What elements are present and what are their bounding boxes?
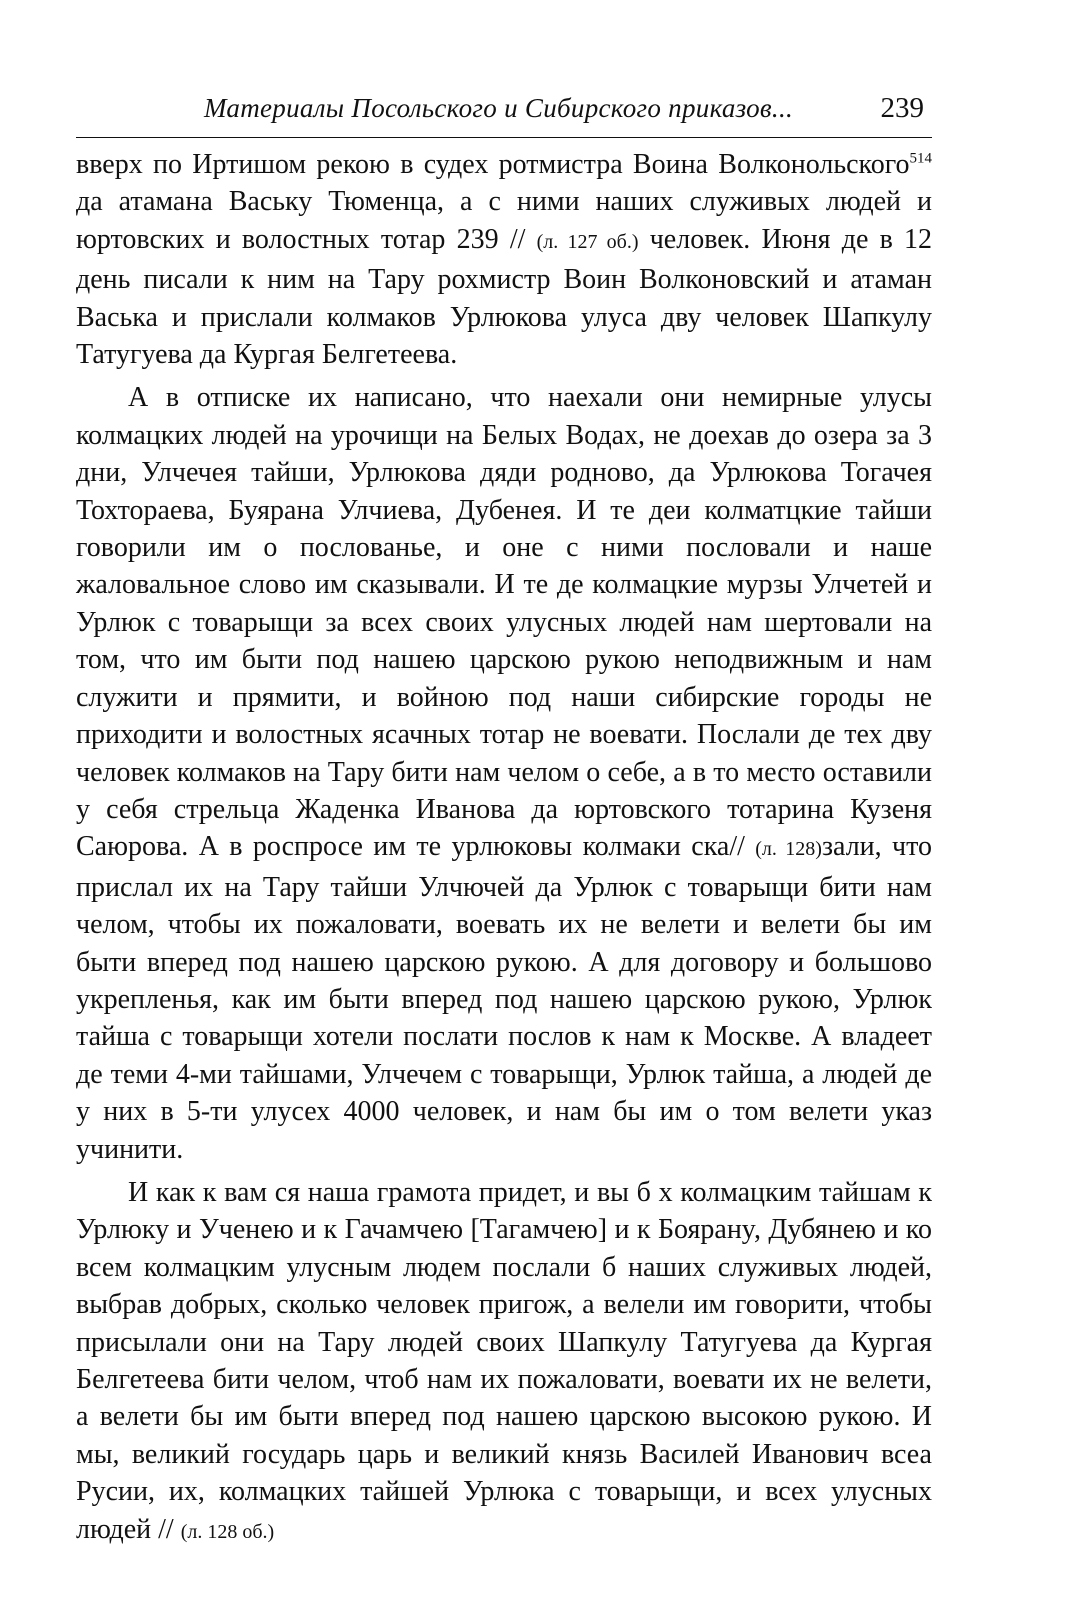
folio-reference: (л. 128) <box>755 838 822 861</box>
paragraph-3 <box>76 1174 932 1551</box>
paragraph-2 <box>76 379 932 1168</box>
body-text <box>76 146 932 1551</box>
page-number: 239 <box>880 92 924 124</box>
text-run: человек. Июня де в 12 день писали к ним на Тару рохмистр Воин Волконовский и атаман Васька и прислали колмаков Урлюкова улуса дву человек Шапкулу Татугуева да Кургая Белгетеева. <box>76 223 933 371</box>
text-run: А в отписке их написано, что наехали они немирные улусы колмацких людей на урочищи на Белых Водах, не доехав до озера за 3 дни, Улчечея тайши, Урлюкова дяди родново, да Урлюкова Тогачея Тохтораева, Буярана Улчиева, Дубенея. И те деи колматцкие тайши говорили им о послованье, и оне с ними пословали и наше жаловальное слово им сказывали. И те де колмацкие мурзы Улчетей и Урлюк с товарыщи за всех своих улусных людей нам шертовали на том, что им быти под нашею царскою рукою неподвижным и нам служити и прямити, и войною под наши сибирские городы не приходити и волостных ясачных тотар не воевати. Послали де тех дву человек колмаков на Тару бити нам челом о себе, а в то место оставили у себя стрельца Жаденка Иванова да юртовского тотарина Кузеня Саюрова. А в роспросе им те урлюковы колмаки ска// <box>76 382 932 863</box>
footnote-reference: 514 <box>909 150 932 167</box>
running-title: Материалы Посольского и Сибирского приказов... <box>204 93 794 123</box>
running-header <box>76 92 932 138</box>
text-run: да атамана Ваську Тюменца, а с ними наших служивых людей и юртовских и волостных тотар 239 // <box>76 186 932 255</box>
text-run: зали, что прислал их на Тару тайши Улчючей да Урлюк с товарыщи бити нам челом, чтобы их пожаловати, воевать их не велети и велети бы им быти вперед под нашею царскою рукою. А для договору и большово укрепленья, как им быти вперед под нашею царскою рукою, Урлюк тайша с товарыщи хотели послати послов к нам к Москве. А владеет де теми 4-ми тайшами, Улчечем с товарыщи, Урлюк тайша, а людей де у них в 5-ти улусех 4000 человек, и нам бы им о том велети указ учинити. <box>76 831 932 1165</box>
folio-reference: (л. 128 об.) <box>180 1520 275 1543</box>
text-run: И как к вам ся наша грамота придет, и вы б х колмацким тайшам к Урлюку и Ученею и к Гачамчею [Тагамчею] и к Бояранy, Дубянею и ко всем колмацким улусным людем послали б наших служивых людей, выбрав добрых, сколько человек пригож, а велели им говорити, чтобы присылали они на Тару людей своих Шапкулу Татугуева да Кургая Белгетеева бити челом, чтоб нам их пожаловати, воевати их не велети, а велети бы им быти вперед под нашею царскою высокою рукою. И мы, великий государь царь и великий князь Василей Иванович всеа Русии, их, колмацких тайшей Урлюка с товарыщи, и всех улусных людей // <box>76 1176 932 1545</box>
book-page <box>76 92 932 1557</box>
folio-reference: (л. 127 об.) <box>536 230 639 253</box>
paragraph-1 <box>76 146 932 373</box>
text-run: вверх по Иртишом рекою в судех ротмистра Воина Волконольского <box>76 149 910 180</box>
